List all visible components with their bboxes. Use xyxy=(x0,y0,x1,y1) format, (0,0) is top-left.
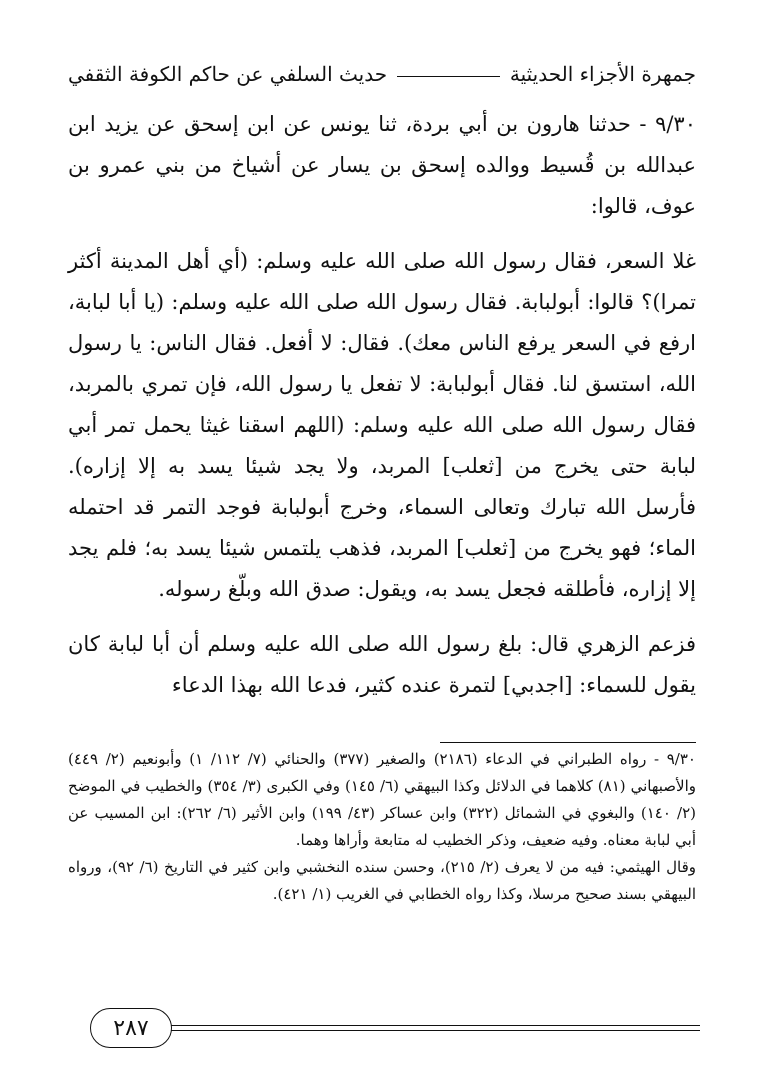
footnote-line: وقال الهيثمي: فيه من لا يعرف (٢/ ٢١٥)، وحسن سنده النخشبي وابن كثير في التاريخ (٦/ ٩٢)، ورواه البيهقي بسند صحيح مرسلا، وكذا رواه الخطابي في الغريب (١/ ٤٢١). xyxy=(68,858,697,903)
book-title: جمهرة الأجزاء الحديثية xyxy=(509,62,696,86)
chapter-title: حديث السلفي عن حاكم الكوفة الثقفي xyxy=(68,62,388,86)
footer-rule xyxy=(168,1025,700,1026)
main-text xyxy=(68,104,696,706)
footnote-line: ٩/٣٠ - رواه الطبراني في الدعاء (٢١٨٦) والصغير (٣٧٧) والحنائي (٧/ ١١٢/ ١) وأبونعيم (٢/ ٤٤٩) والأصبهاني (٨١) كلاهما في الدلائل وكذا البيهقي (٦/ ١٤٥) وفي الكبرى (٣/ ٣٥٤) والخطيب في الموضح (٢/ ١٤٠) والبغوي في الشمائل (٣٢٢) وابن عساكر (٤٣/ ١٩٩) وابن الأثير (٦/ ٢٦٢): ابن المسيب عن أبي لبابة معناه. وفيه ضعيف، وذكر الخطيب له متابعة وأراها وهما. xyxy=(68,750,697,849)
header-separator xyxy=(397,76,500,77)
running-header xyxy=(68,56,696,92)
page-number: ٢٨٧ xyxy=(90,1008,172,1048)
footnotes xyxy=(68,746,696,908)
page-footer xyxy=(80,1008,700,1048)
hadith-matn-paragraph: غلا السعر، فقال رسول الله صلى الله عليه وسلم: (أي أهل المدينة أكثر تمرا)؟ قالوا: أبولبابة. فقال رسول الله صلى الله عليه وسلم: (يا أبا لبابة، ارفع في السعر يرفع الناس معك). فقال: لا أفعل. فقال الناس: يا رسول الله، استسق لنا. فقال أبولبابة: لا تفعل يا رسول الله، فإن تمري بالمربد، فقال رسول الله صلى الله عليه وسلم: (اللهم اسقنا غيثا يحمل تمر أبي لبابة حتى يخرج من [ثعلب] المربد، ولا يجد شيئا يسد به إلا إزاره). فأرسل الله تبارك وتعالى السماء، وخرج أبولبابة فوجد التمر قد احتمله الماء؛ فهو يخرج من [ثعلب] المربد، فذهب يلتمس شيئا يسد به؛ فلم يجد إلا إزاره، فأطلقه فجعل يسد به، ويقول: صدق الله وبلّغ رسوله. xyxy=(68,249,696,601)
footnote-divider xyxy=(440,742,696,743)
hadith-closing-paragraph: فزعم الزهري قال: بلغ رسول الله صلى الله عليه وسلم أن أبا لبابة كان يقول للسماء: [اجدبي] لتمرة عنده كثير، فدعا الله بهذا الدعاء xyxy=(68,632,696,697)
footer-rule xyxy=(168,1030,700,1031)
hadith-isnad-paragraph: ٩/٣٠ - حدثنا هارون بن أبي بردة، ثنا يونس عن ابن إسحق عن يزيد ابن عبدالله بن قُسيط ووالده إسحق بن يسار عن أشياخ من بني عمرو بن عوف، قالوا: xyxy=(68,112,696,218)
